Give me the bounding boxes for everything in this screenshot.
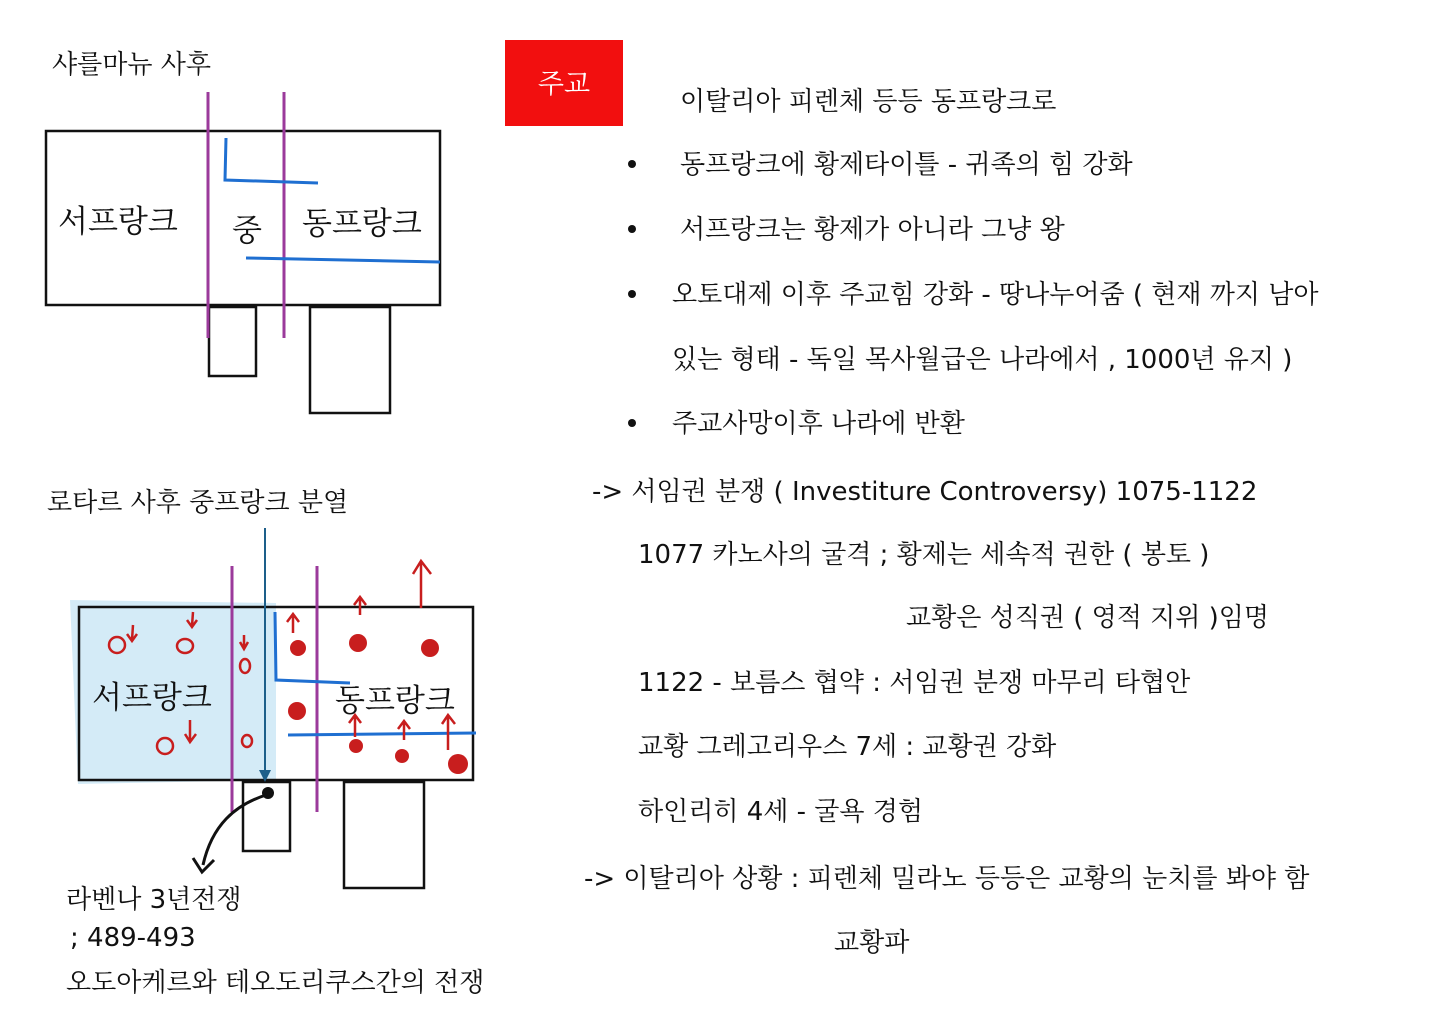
ravenna-war-title: 라벤나 3년전쟁 (66, 885, 242, 915)
note-bullet-otto-continued: 있는 형태 - 독일 목사월급은 나라에서 , 1000년 유지 ) (672, 345, 1293, 375)
note-bullet-bishop-death: 주교사망이후 나라에 반환 (672, 409, 965, 439)
bottom-blue-mark-upper (275, 612, 350, 683)
top-small-box-left (209, 307, 256, 376)
ravenna-arrow-curve (203, 795, 266, 865)
bottom-east-frank-label: 동프랑크 (335, 683, 455, 719)
bullet-dot (628, 160, 636, 168)
bishop-tag: 주교 (505, 40, 623, 126)
top-diagram-title: 샤를마뉴 사후 (52, 50, 211, 80)
note-canossa: 1077 카노사의 굴격 ; 황제는 세속적 권한 ( 봉토 ) (638, 540, 1210, 570)
note-henry-iv: 하인리히 4세 - 굴욕 경험 (638, 797, 924, 827)
east-frank-label: 동프랑크 (302, 206, 422, 242)
bullet-dot (628, 419, 636, 427)
bottom-west-frank-label: 서프랑크 (92, 680, 212, 716)
top-diagram (46, 92, 440, 413)
note-bullet-otto: 오토대제 이후 주교힘 강화 - 땅나누어줌 ( 현재 까지 남아 (672, 280, 1319, 310)
note-gregory-vii: 교황 그레고리우스 7세 : 교황권 강화 (638, 732, 1057, 762)
top-small-box-right (310, 307, 390, 413)
note-line-italy: 이탈리아 피렌체 등등 동프랑크로 (680, 87, 1057, 117)
bottom-small-box-right (344, 782, 424, 888)
note-bullet-west-king: 서프랑크는 황제가 아니라 그냥 왕 (680, 215, 1065, 245)
note-bullet-east-emperor: 동프랑크에 황제타이틀 - 귀족의 힘 강화 (680, 150, 1133, 180)
note-investiture-controversy: -> 서임권 분쟁 ( Investiture Controversy) 1075-1122 (592, 477, 1258, 507)
note-italy-situation: -> 이탈리아 상황 : 피렌체 밀라노 등등은 교황의 눈치를 봐야 함 (584, 864, 1310, 894)
west-frank-label: 서프랑크 (58, 204, 178, 240)
note-pope-authority: 교황은 성직권 ( 영적 지위 )임명 (906, 603, 1270, 633)
ravenna-war-description: 오도아케르와 테오도리쿠스간의 전쟁 (66, 968, 485, 998)
bullet-dot (628, 290, 636, 298)
middle-frank-label: 중 (232, 213, 262, 249)
east-red-marks (287, 561, 468, 774)
bottom-diagram-title: 로타르 사후 중프랑크 분열 (47, 488, 349, 518)
bullet-dot (628, 225, 636, 233)
note-worms-concordat: 1122 - 보름스 협약 : 서임권 분쟁 마무리 타협안 (638, 668, 1191, 698)
ravenna-war-years: ; 489-493 (70, 923, 196, 953)
top-blue-mark-upper (225, 138, 318, 183)
top-blue-mark-lower (246, 258, 440, 262)
note-guelph: 교황파 (834, 928, 910, 958)
